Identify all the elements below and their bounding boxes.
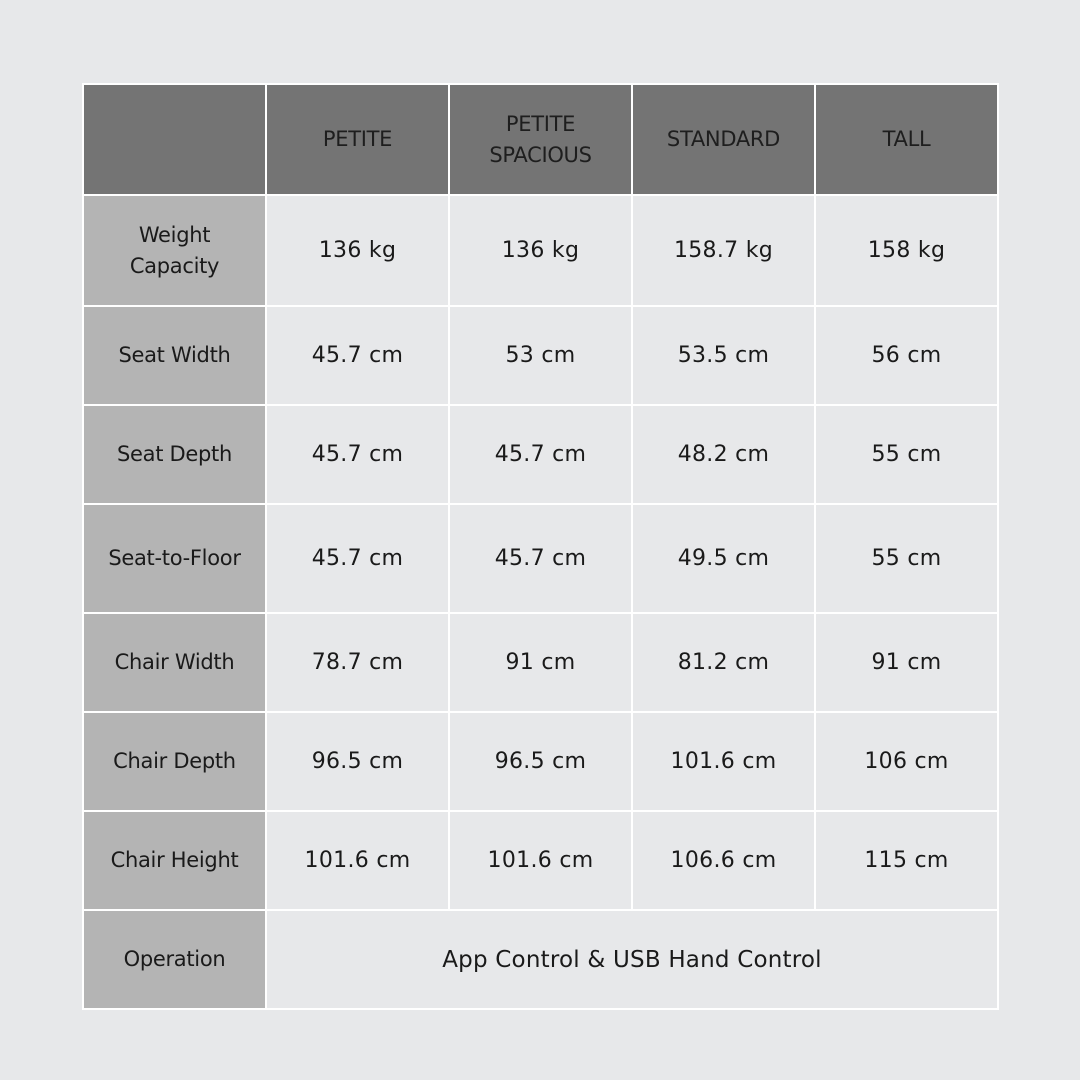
- operation-value: App Control & USB Hand Control: [266, 910, 998, 1009]
- row-seat-depth: [83, 405, 998, 504]
- row-label: Seat-to-Floor: [83, 504, 266, 613]
- row-label: Chair Width: [83, 613, 266, 712]
- header-corner: [83, 84, 266, 195]
- cell-value: 78.7 cm: [266, 613, 449, 712]
- cell-value: 106 cm: [815, 712, 998, 811]
- cell-value: 136 kg: [449, 195, 632, 306]
- header-petite: PETITE: [266, 84, 449, 195]
- row-chair-width: [83, 613, 998, 712]
- cell-value: 45.7 cm: [449, 504, 632, 613]
- cell-value: 91 cm: [449, 613, 632, 712]
- row-label: Chair Depth: [83, 712, 266, 811]
- header-standard: STANDARD: [632, 84, 815, 195]
- cell-value: 101.6 cm: [449, 811, 632, 910]
- row-operation: [83, 910, 998, 1009]
- row-seat-width: [83, 306, 998, 405]
- cell-value: 158.7 kg: [632, 195, 815, 306]
- cell-value: 158 kg: [815, 195, 998, 306]
- row-label: Chair Height: [83, 811, 266, 910]
- cell-value: 45.7 cm: [266, 405, 449, 504]
- cell-value: 45.7 cm: [266, 306, 449, 405]
- cell-value: 45.7 cm: [449, 405, 632, 504]
- cell-value: 101.6 cm: [632, 712, 815, 811]
- cell-value: 53 cm: [449, 306, 632, 405]
- cell-value: 101.6 cm: [266, 811, 449, 910]
- row-weight-capacity: [83, 195, 998, 306]
- row-chair-depth: [83, 712, 998, 811]
- cell-value: 55 cm: [815, 405, 998, 504]
- cell-value: 55 cm: [815, 504, 998, 613]
- cell-value: 136 kg: [266, 195, 449, 306]
- header-tall: TALL: [815, 84, 998, 195]
- cell-value: 91 cm: [815, 613, 998, 712]
- cell-value: 81.2 cm: [632, 613, 815, 712]
- cell-value: 115 cm: [815, 811, 998, 910]
- row-label: Weight Capacity: [83, 195, 266, 306]
- row-seat-to-floor: [83, 504, 998, 613]
- row-chair-height: [83, 811, 998, 910]
- row-label: Operation: [83, 910, 266, 1009]
- header-petite-spacious: PETITE SPACIOUS: [449, 84, 632, 195]
- cell-value: 96.5 cm: [449, 712, 632, 811]
- cell-value: 106.6 cm: [632, 811, 815, 910]
- cell-value: 56 cm: [815, 306, 998, 405]
- cell-value: 49.5 cm: [632, 504, 815, 613]
- row-label: Seat Depth: [83, 405, 266, 504]
- header-row: [83, 84, 998, 195]
- spec-table: [82, 83, 999, 1010]
- cell-value: 48.2 cm: [632, 405, 815, 504]
- row-label: Seat Width: [83, 306, 266, 405]
- cell-value: 45.7 cm: [266, 504, 449, 613]
- cell-value: 53.5 cm: [632, 306, 815, 405]
- cell-value: 96.5 cm: [266, 712, 449, 811]
